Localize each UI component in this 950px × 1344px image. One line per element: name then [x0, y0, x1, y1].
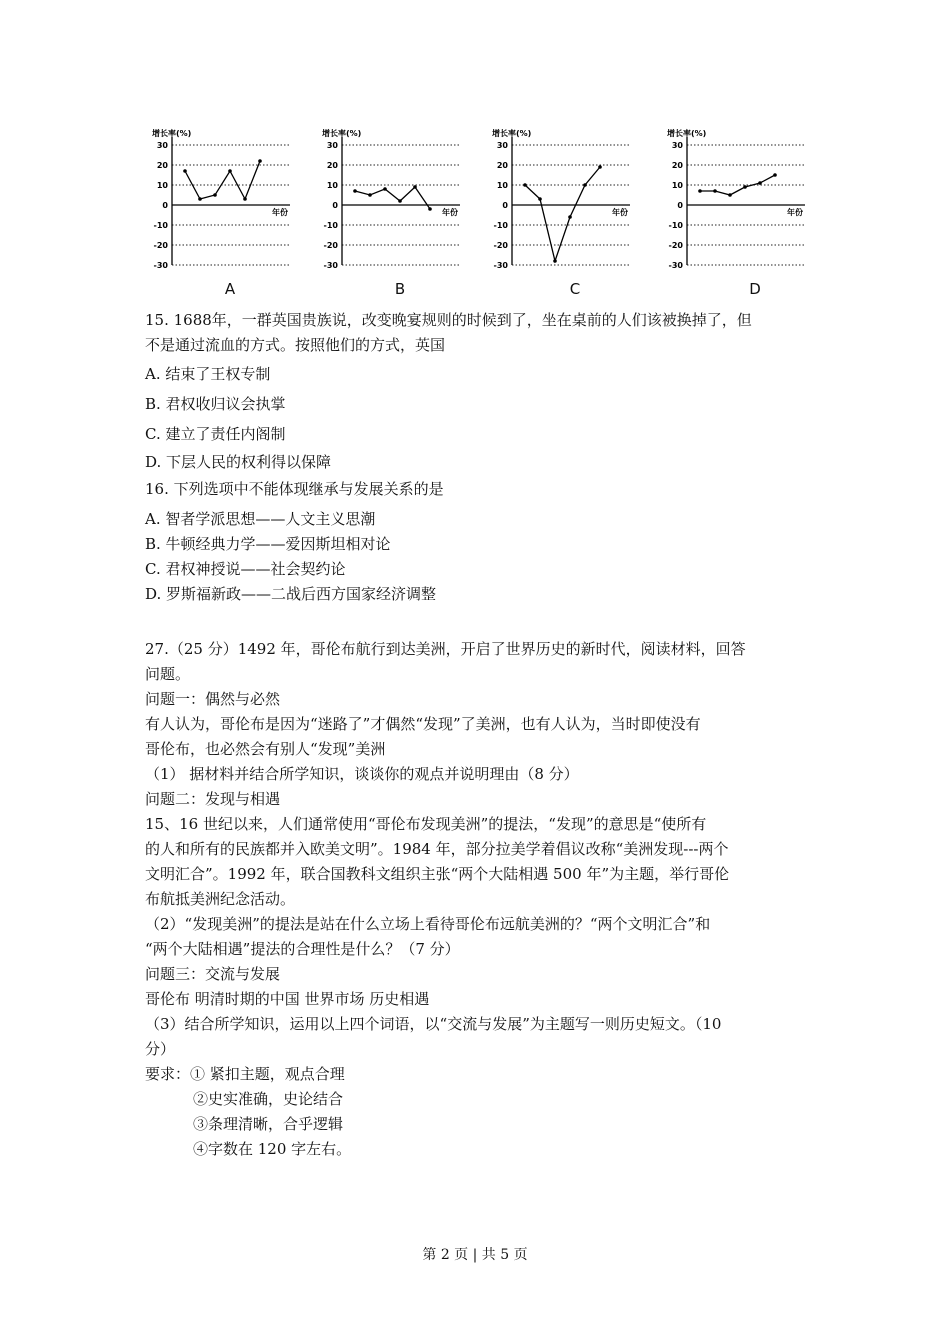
y-axis-title: 增长率(%) — [152, 129, 192, 138]
chart-d-svg — [665, 120, 815, 280]
q16-option-d: D. 罗斯福新政——二战后西方国家经济调整 — [145, 585, 437, 603]
chart-d-label: D — [749, 280, 761, 298]
q27-line-2: 问题。 — [145, 665, 191, 683]
chart-d — [665, 120, 815, 305]
data-point — [383, 187, 387, 191]
y-tick-label: -10 — [668, 221, 683, 230]
q27-line-20: ③条理清晰，合乎逻辑 — [193, 1115, 344, 1133]
q27-line-19: ②史实准确，史论结合 — [193, 1090, 344, 1108]
q27-line-18: 要求：① 紧扣主题，观点合理 — [145, 1065, 345, 1083]
chart-a-svg — [150, 120, 300, 280]
y-tick-label: -30 — [668, 261, 683, 270]
data-point — [523, 183, 527, 187]
data-point — [368, 193, 372, 197]
q15-stem-line1: 15. 1688年，一群英国贵族说，改变晚宴规则的时候到了，坐在桌前的人们该被换掉了，但 — [145, 311, 752, 329]
chart-c-svg — [490, 120, 640, 280]
y-tick-label: -30 — [323, 261, 338, 270]
q27-line-13: “两个大陆相遇”提法的合理性是什么？（7 分） — [145, 940, 460, 958]
x-axis-title: 年份 — [442, 208, 458, 217]
data-point — [538, 197, 542, 201]
y-tick-label: 10 — [671, 181, 683, 190]
x-axis-title: 年份 — [787, 208, 803, 217]
y-axis-title: 增长率(%) — [492, 129, 532, 138]
q27-line-9: 的人和所有的民族都并入欧美文明”。1984 年，部分拉美学着倡议改称“美洲发现---两个 — [145, 840, 729, 858]
y-tick-label: -20 — [493, 241, 508, 250]
q15-option-d: D. 下层人民的权利得以保障 — [145, 453, 332, 471]
q15-stem-line2: 不是通过流血的方式。按照他们的方式，英国 — [145, 336, 446, 354]
y-tick-label: 0 — [162, 201, 168, 210]
q16-option-a: A. 智者学派思想——人文主义思潮 — [145, 510, 376, 528]
y-tick-label: -10 — [323, 221, 338, 230]
y-tick-label: 0 — [502, 201, 508, 210]
data-point — [698, 189, 702, 193]
y-tick-label: 30 — [326, 141, 338, 150]
page-footer: 第 2 页 | 共 5 页 — [422, 1247, 528, 1263]
data-point — [413, 185, 417, 189]
data-point — [713, 189, 717, 193]
data-point — [228, 169, 232, 173]
y-tick-label: 20 — [326, 161, 338, 170]
x-axis-title: 年份 — [272, 208, 288, 217]
q15-option-c: C. 建立了责任内阁制 — [145, 425, 286, 443]
growth-rate-charts — [150, 120, 820, 305]
q16-option-c: C. 君权神授说——社会契约论 — [145, 560, 346, 578]
data-point — [583, 183, 587, 187]
series-line — [355, 187, 430, 209]
y-tick-label: 20 — [496, 161, 508, 170]
y-tick-label: 10 — [156, 181, 168, 190]
series-line — [185, 161, 260, 199]
y-tick-label: -10 — [153, 221, 168, 230]
data-point — [758, 181, 762, 185]
chart-a — [150, 120, 300, 305]
q15-option-b: B. 君权收归议会执掌 — [145, 395, 286, 413]
q27-line-12: （2）“发现美洲”的提法是站在什么立场上看待哥伦布远航美洲的？“两个文明汇合”和 — [145, 915, 711, 933]
y-tick-label: -10 — [493, 221, 508, 230]
data-point — [568, 215, 572, 219]
q16-option-b: B. 牛顿经典力学——爱因斯坦相对论 — [145, 535, 391, 553]
y-tick-label: 20 — [156, 161, 168, 170]
y-tick-label: 30 — [671, 141, 683, 150]
q27-line-5: 哥伦布，也必然会有别人“发现”美洲 — [145, 740, 386, 758]
data-point — [773, 173, 777, 177]
y-tick-label: -20 — [668, 241, 683, 250]
data-point — [198, 197, 202, 201]
data-point — [213, 193, 217, 197]
q27-line-14: 问题三：交流与发展 — [145, 965, 281, 983]
y-tick-label: 30 — [496, 141, 508, 150]
q27-line-11: 布航抵美洲纪念活动。 — [145, 890, 296, 908]
y-tick-label: 10 — [496, 181, 508, 190]
question-27 — [145, 637, 815, 1162]
y-tick-label: 30 — [156, 141, 168, 150]
y-tick-label: 0 — [677, 201, 683, 210]
question-16 — [145, 477, 815, 607]
y-axis-title: 增长率(%) — [322, 129, 362, 138]
y-tick-label: -30 — [493, 261, 508, 270]
q15-option-a: A. 结束了王权专制 — [145, 365, 271, 383]
q27-line-6: （1） 据材料并结合所学知识，谈谈你的观点并说明理由（8 分） — [145, 765, 579, 783]
q27-line-17: 分） — [145, 1040, 176, 1058]
y-tick-label: 10 — [326, 181, 338, 190]
y-tick-label: -20 — [153, 241, 168, 250]
q27-line-4: 有人认为，哥伦布是因为“迷路了”才偶然“发现”了美洲，也有人认为，当时即使没有 — [145, 715, 701, 733]
y-tick-label: 0 — [332, 201, 338, 210]
series-line — [525, 167, 600, 261]
q27-line-8: 15、16 世纪以来，人们通常使用“哥伦布发现美洲”的提法，“发现”的意思是“使所有 — [145, 815, 707, 833]
q27-line-15: 哥伦布 明清时期的中国 世界市场 历史相遇 — [145, 990, 430, 1008]
q27-line-16: （3）结合所学知识，运用以上四个词语，以“交流与发展”为主题写一则历史短文。（10 — [145, 1015, 722, 1033]
data-point — [553, 259, 557, 263]
data-point — [743, 185, 747, 189]
data-point — [353, 189, 357, 193]
y-tick-label: 20 — [671, 161, 683, 170]
q27-line-10: 文明汇合”。1992 年，联合国教科文组织主张“两个大陆相遇 500 年”为主题，举行哥伦 — [145, 865, 730, 883]
data-point — [258, 159, 262, 163]
chart-b-svg — [320, 120, 470, 280]
y-axis-title: 增长率(%) — [667, 129, 707, 138]
chart-c — [490, 120, 640, 305]
data-point — [728, 193, 732, 197]
data-point — [428, 207, 432, 211]
q16-stem: 16. 下列选项中不能体现继承与发展关系的是 — [145, 480, 444, 498]
data-point — [398, 199, 402, 203]
data-point — [243, 197, 247, 201]
question-15 — [145, 308, 815, 475]
q27-line-3: 问题一：偶然与必然 — [145, 690, 281, 708]
q27-line-21: ④字数在 120 字左右。 — [193, 1140, 352, 1158]
data-point — [598, 165, 602, 169]
q27-line-1: 27.（25 分）1492 年，哥伦布航行到达美洲，开启了世界历史的新时代，阅读材料，回答 — [145, 640, 746, 658]
y-tick-label: -20 — [323, 241, 338, 250]
y-tick-label: -30 — [153, 261, 168, 270]
chart-b-label: B — [394, 280, 406, 298]
x-axis-title: 年份 — [612, 208, 628, 217]
chart-a-label: A — [224, 280, 236, 298]
chart-b — [320, 120, 470, 305]
data-point — [183, 169, 187, 173]
q27-line-7: 问题二：发现与相遇 — [145, 790, 281, 808]
chart-c-label: C — [569, 280, 581, 298]
